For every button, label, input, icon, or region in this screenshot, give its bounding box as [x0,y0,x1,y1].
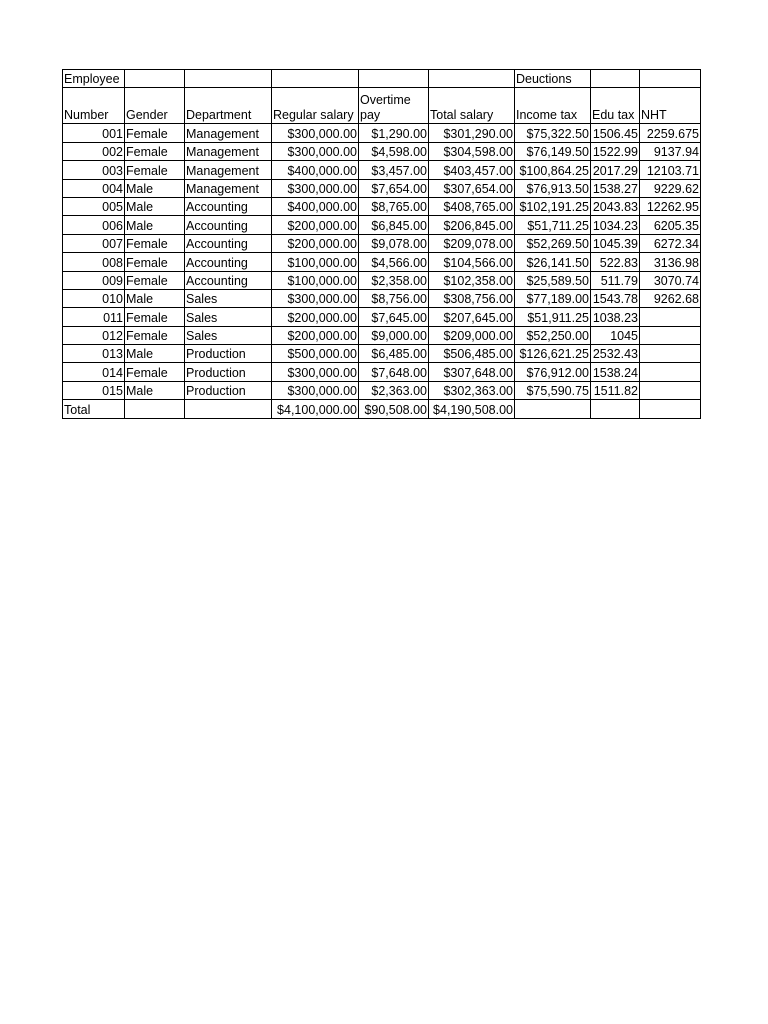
cell-nht[interactable] [640,345,701,363]
cell-regular-salary[interactable]: $300,000.00 [272,124,359,142]
empty-cell[interactable] [185,70,272,88]
cell-edu-tax[interactable]: 1543.78 [591,289,640,307]
cell-number[interactable]: 012 [63,326,125,344]
table-row [63,124,701,142]
cell-overtime-pay[interactable]: $7,654.00 [359,179,429,197]
cell-overtime-pay[interactable]: $2,363.00 [359,381,429,399]
cell-total-salary[interactable]: $304,598.00 [429,142,515,160]
cell-department[interactable]: Accounting [185,234,272,252]
empty-cell[interactable] [640,400,701,418]
col-header-department[interactable]: Department [185,88,272,124]
cell-department[interactable]: Management [185,179,272,197]
cell-department[interactable]: Accounting [185,253,272,271]
cell-number[interactable]: 004 [63,179,125,197]
empty-cell[interactable] [185,400,272,418]
empty-cell[interactable] [125,70,185,88]
total-regular-salary-cell[interactable]: $4,100,000.00 [272,400,359,418]
cell-department[interactable]: Sales [185,308,272,326]
cell-number[interactable]: 011 [63,308,125,326]
total-label-cell[interactable]: Total [63,400,125,418]
cell-department[interactable]: Management [185,161,272,179]
cell-department[interactable]: Production [185,381,272,399]
cell-edu-tax[interactable]: 1506.45 [591,124,640,142]
cell-department[interactable]: Management [185,142,272,160]
cell-regular-salary[interactable]: $400,000.00 [272,197,359,215]
col-header-total-salary[interactable]: Total salary [429,88,515,124]
cell-income-tax[interactable]: $102,191.25 [515,197,591,215]
cell-overtime-pay[interactable]: $1,290.00 [359,124,429,142]
cell-overtime-pay[interactable]: $8,765.00 [359,197,429,215]
cell-total-salary[interactable]: $302,363.00 [429,381,515,399]
cell-overtime-pay[interactable]: $9,078.00 [359,234,429,252]
table-row [63,197,701,215]
cell-gender[interactable]: Female [125,234,185,252]
cell-nht[interactable]: 9262.68 [640,289,701,307]
cell-number[interactable]: 013 [63,345,125,363]
cell-department[interactable]: Accounting [185,216,272,234]
cell-gender[interactable]: Male [125,197,185,215]
cell-number[interactable]: 014 [63,363,125,381]
cell-income-tax[interactable]: $25,589.50 [515,271,591,289]
cell-department[interactable]: Production [185,345,272,363]
col-header-edu-tax[interactable]: Edu tax [591,88,640,124]
cell-overtime-pay[interactable]: $7,645.00 [359,308,429,326]
table-row [63,345,701,363]
cell-gender[interactable]: Male [125,216,185,234]
empty-cell[interactable] [591,70,640,88]
cell-overtime-pay[interactable]: $3,457.00 [359,161,429,179]
cell-nht[interactable] [640,381,701,399]
cell-gender[interactable]: Female [125,253,185,271]
table-row [63,161,701,179]
cell-gender[interactable]: Female [125,271,185,289]
cell-total-salary[interactable]: $209,078.00 [429,234,515,252]
cell-nht[interactable] [640,326,701,344]
col-header-gender[interactable]: Gender [125,88,185,124]
cell-overtime-pay[interactable]: $6,845.00 [359,216,429,234]
cell-regular-salary[interactable]: $300,000.00 [272,289,359,307]
cell-total-salary[interactable]: $506,485.00 [429,345,515,363]
cell-nht[interactable]: 9137.94 [640,142,701,160]
table-row [63,271,701,289]
table-row [63,308,701,326]
cell-total-salary[interactable]: $301,290.00 [429,124,515,142]
table-row [63,216,701,234]
cell-number[interactable]: 010 [63,289,125,307]
cell-edu-tax[interactable]: 1038.23 [591,308,640,326]
cell-regular-salary[interactable]: $400,000.00 [272,161,359,179]
cell-regular-salary[interactable]: $500,000.00 [272,345,359,363]
col-header-income-tax[interactable]: Income tax [515,88,591,124]
cell-number[interactable]: 003 [63,161,125,179]
cell-total-salary[interactable]: $308,756.00 [429,289,515,307]
empty-cell[interactable] [591,400,640,418]
cell-nht[interactable]: 12262.95 [640,197,701,215]
cell-income-tax[interactable]: $51,911.25 [515,308,591,326]
cell-overtime-pay[interactable]: $2,358.00 [359,271,429,289]
cell-edu-tax[interactable]: 511.79 [591,271,640,289]
cell-income-tax[interactable]: $76,913.50 [515,179,591,197]
cell-gender[interactable]: Female [125,142,185,160]
cell-regular-salary[interactable]: $200,000.00 [272,234,359,252]
header-row-top [63,70,701,88]
cell-overtime-pay[interactable]: $4,566.00 [359,253,429,271]
cell-income-tax[interactable]: $26,141.50 [515,253,591,271]
table-row [63,326,701,344]
cell-regular-salary[interactable]: $300,000.00 [272,363,359,381]
cell-department[interactable]: Sales [185,326,272,344]
cell-overtime-pay[interactable]: $4,598.00 [359,142,429,160]
cell-edu-tax[interactable]: 1522.99 [591,142,640,160]
cell-nht[interactable]: 6272.34 [640,234,701,252]
cell-total-salary[interactable]: $209,000.00 [429,326,515,344]
cell-regular-salary[interactable]: $100,000.00 [272,271,359,289]
cell-income-tax[interactable]: $75,322.50 [515,124,591,142]
cell-gender[interactable]: Female [125,308,185,326]
cell-income-tax[interactable]: $75,590.75 [515,381,591,399]
empty-cell[interactable] [640,70,701,88]
cell-income-tax[interactable]: $52,250.00 [515,326,591,344]
cell-gender[interactable]: Female [125,124,185,142]
cell-gender[interactable]: Male [125,381,185,399]
cell-gender[interactable]: Male [125,179,185,197]
cell-total-salary[interactable]: $408,765.00 [429,197,515,215]
col-header-nht[interactable]: NHT [640,88,701,124]
cell-gender[interactable]: Male [125,345,185,363]
total-total-salary-cell[interactable]: $4,190,508.00 [429,400,515,418]
cell-edu-tax[interactable]: 522.83 [591,253,640,271]
cell-income-tax[interactable]: $76,149.50 [515,142,591,160]
cell-gender[interactable]: Female [125,363,185,381]
cell-income-tax[interactable]: $126,621.25 [515,345,591,363]
cell-regular-salary[interactable]: $300,000.00 [272,179,359,197]
cell-regular-salary[interactable]: $300,000.00 [272,381,359,399]
cell-nht[interactable]: 3136.98 [640,253,701,271]
empty-cell[interactable] [359,70,429,88]
cell-income-tax[interactable]: $77,189.00 [515,289,591,307]
cell-income-tax[interactable]: $51,711.25 [515,216,591,234]
table-row [63,289,701,307]
cell-department[interactable]: Management [185,124,272,142]
cell-overtime-pay[interactable]: $8,756.00 [359,289,429,307]
header-row-columns [63,88,701,124]
cell-number[interactable]: 002 [63,142,125,160]
cell-number[interactable]: 006 [63,216,125,234]
payroll-sheet [62,69,701,419]
cell-edu-tax[interactable]: 1538.24 [591,363,640,381]
empty-cell[interactable] [125,400,185,418]
cell-gender[interactable]: Female [125,161,185,179]
col-header-number[interactable]: Number [63,88,125,124]
cell-total-salary[interactable]: $102,358.00 [429,271,515,289]
table-row [63,179,701,197]
cell-regular-salary[interactable]: $100,000.00 [272,253,359,271]
cell-income-tax[interactable]: $100,864.25 [515,161,591,179]
cell-edu-tax[interactable]: 2532.43 [591,345,640,363]
cell-gender[interactable]: Male [125,289,185,307]
employee-header-cell[interactable]: Employee [63,70,125,88]
cell-total-salary[interactable]: $206,845.00 [429,216,515,234]
cell-edu-tax[interactable]: 1034.23 [591,216,640,234]
empty-cell[interactable] [429,70,515,88]
cell-department[interactable]: Accounting [185,197,272,215]
cell-edu-tax[interactable]: 2043.83 [591,197,640,215]
cell-edu-tax[interactable]: 1045 [591,326,640,344]
cell-regular-salary[interactable]: $200,000.00 [272,326,359,344]
cell-regular-salary[interactable]: $200,000.00 [272,308,359,326]
total-row [63,400,701,418]
cell-regular-salary[interactable]: $300,000.00 [272,142,359,160]
col-header-overtime-pay[interactable]: Overtime pay [359,88,429,124]
cell-total-salary[interactable]: $307,648.00 [429,363,515,381]
cell-overtime-pay[interactable]: $6,485.00 [359,345,429,363]
cell-department[interactable]: Production [185,363,272,381]
total-overtime-pay-cell[interactable]: $90,508.00 [359,400,429,418]
cell-nht[interactable]: 6205.35 [640,216,701,234]
cell-nht[interactable] [640,308,701,326]
cell-number[interactable]: 009 [63,271,125,289]
cell-total-salary[interactable]: $104,566.00 [429,253,515,271]
cell-overtime-pay[interactable]: $9,000.00 [359,326,429,344]
table-row [63,253,701,271]
cell-income-tax[interactable]: $52,269.50 [515,234,591,252]
cell-number[interactable]: 005 [63,197,125,215]
cell-nht[interactable]: 2259.675 [640,124,701,142]
cell-total-salary[interactable]: $403,457.00 [429,161,515,179]
cell-total-salary[interactable]: $207,645.00 [429,308,515,326]
col-header-regular-salary[interactable]: Regular salary [272,88,359,124]
cell-income-tax[interactable]: $76,912.00 [515,363,591,381]
cell-regular-salary[interactable]: $200,000.00 [272,216,359,234]
cell-edu-tax[interactable]: 2017.29 [591,161,640,179]
deductions-header-cell[interactable]: Deuctions [515,70,591,88]
cell-nht[interactable]: 12103.71 [640,161,701,179]
table-row [63,142,701,160]
cell-number[interactable]: 007 [63,234,125,252]
table-row [63,381,701,399]
empty-cell[interactable] [515,400,591,418]
cell-total-salary[interactable]: $307,654.00 [429,179,515,197]
cell-edu-tax[interactable]: 1045.39 [591,234,640,252]
cell-edu-tax[interactable]: 1538.27 [591,179,640,197]
cell-nht[interactable] [640,363,701,381]
cell-number[interactable]: 001 [63,124,125,142]
cell-number[interactable]: 015 [63,381,125,399]
payroll-table [62,69,701,419]
table-row [63,363,701,381]
cell-number[interactable]: 008 [63,253,125,271]
cell-edu-tax[interactable]: 1511.82 [591,381,640,399]
empty-cell[interactable] [272,70,359,88]
cell-department[interactable]: Sales [185,289,272,307]
cell-gender[interactable]: Female [125,326,185,344]
cell-department[interactable]: Accounting [185,271,272,289]
cell-nht[interactable]: 3070.74 [640,271,701,289]
cell-overtime-pay[interactable]: $7,648.00 [359,363,429,381]
cell-nht[interactable]: 9229.62 [640,179,701,197]
table-row [63,234,701,252]
